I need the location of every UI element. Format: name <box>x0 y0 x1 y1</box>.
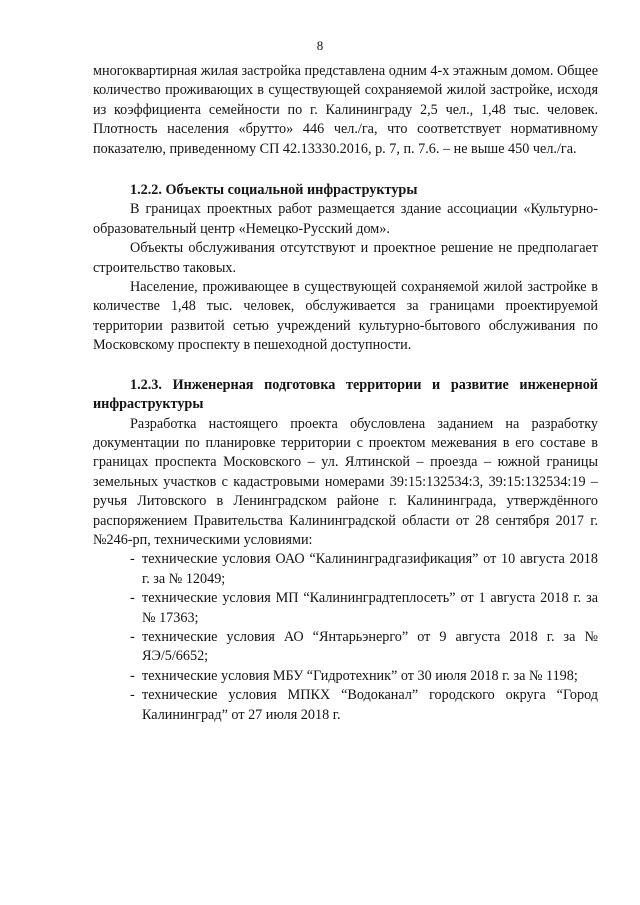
dash-mark: - <box>130 628 135 645</box>
list-item: - технические условия МП “Калининградтеплосеть” от 1 августа 2018 г. за № 17363; <box>130 590 598 626</box>
paragraph-association: В границах проектных работ размещается здание ассоциации «Культурно-образовательный центр «Немецко-Русский дом». <box>93 201 598 237</box>
technical-conditions-list <box>93 550 598 725</box>
dash-mark: - <box>130 551 135 568</box>
list-item: - технические условия МПКХ “Водоканал” городского округа “Город Калининград” от 27 июля 2018 г. <box>130 687 598 723</box>
paragraph-project-basis: Разработка настоящего проекта обусловлена заданием на разработку документации по планировке территории с проектом межевания в его составе в границах проспекта Московского – ул. Ялтинской – проезда – южной границы земельных участков с кадастровыми номерами 39:15:132534:3, 39:15:132534:19 – ручья Литовского в Ленинградском районе г. Калининграда, утверждённого распоряжением Правительства Калининградской области от 28 сентября 2017 г. №246-рп, техническими условиями: <box>93 415 598 548</box>
dash-mark: - <box>130 667 135 684</box>
paragraph-population: многоквартирная жилая застройка представлена одним 4-х этажным домом. Общее количество проживающих в существующей сохраняемой жилой застройке, исходя из коэффициента семейности по г. Калининграду 2,5 чел., 1,48 тыс. человек. Плотность населения «брутто» 446 чел./га, что соответствует нормативному показателю, приведенному СП 42.13330.2016, р. 7, п. 7.6. – не выше 450 чел./га. <box>93 63 598 157</box>
list-item: - технические условия АО “Янтарьэнерго” от 9 августа 2018 г. за № ЯЭ/5/6652; <box>130 628 598 665</box>
heading-engineering-infrastructure: 1.2.3. Инженерная подготовка территории и развитие инженерной инфраструктуры <box>93 376 598 413</box>
paragraph-service-objects: Объекты обслуживания отсутствуют и проектное решение не предполагает строительство таковых. <box>93 240 598 276</box>
paragraph-population-service: Население, проживающее в существующей сохраняемой жилой застройке в количестве 1,48 тыс. человек, обслуживается за границами проектируемой территории развитой сетью учреждений культурно-бытового обслуживания по Московскому проспекту в пешеходной доступности. <box>93 279 598 354</box>
page-content <box>93 62 598 725</box>
heading-social-infrastructure: 1.2.2. Объекты социальной инфраструктуры <box>130 182 418 199</box>
dash-mark: - <box>130 687 135 704</box>
dash-mark: - <box>130 590 135 607</box>
list-item: - технические условия ОАО “Калининградгазификация” от 10 августа 2018 г. за № 12049; <box>130 551 598 587</box>
list-item: - технические условия МБУ “Гидротехник” от 30 июля 2018 г. за № 1198; <box>93 667 598 686</box>
page-number: 8 <box>316 38 324 53</box>
